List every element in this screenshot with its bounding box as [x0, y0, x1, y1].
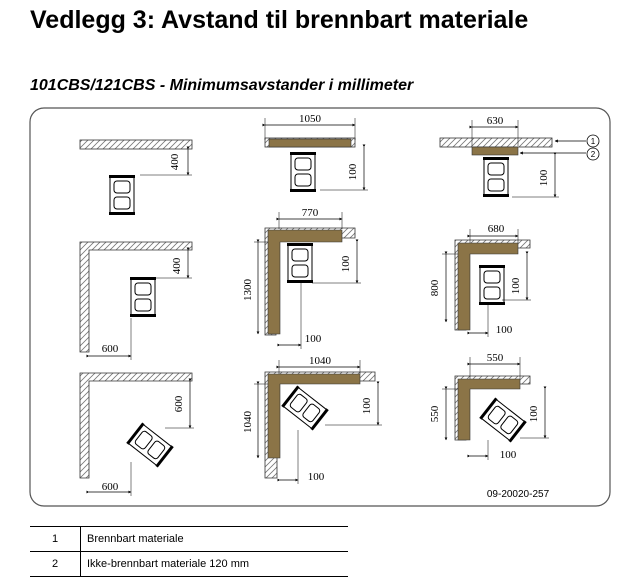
dim-label: 100 — [307, 471, 325, 483]
dim-label: 100 — [499, 449, 517, 461]
legend-row — [30, 527, 348, 552]
dim-label: 600 — [173, 395, 185, 413]
legend-number: 2 — [30, 552, 81, 577]
stove-icon — [130, 277, 156, 317]
dim-label: 100 — [495, 324, 513, 336]
dim-label: 100 — [347, 163, 359, 181]
legend-number: 1 — [30, 527, 81, 552]
legend-row — [30, 552, 348, 577]
dim-label: 400 — [169, 153, 181, 171]
callout-label: 2 — [590, 150, 596, 159]
dim-label: 100 — [528, 405, 540, 423]
stove-icon — [287, 243, 313, 283]
stove-icon — [109, 175, 135, 215]
dim-label: 600 — [101, 343, 119, 355]
dim-label: 1300 — [242, 279, 254, 301]
dim-label: 1040 — [309, 355, 331, 367]
dim-label: 1050 — [299, 113, 321, 125]
figure-code: 09-20020-257 — [486, 489, 550, 500]
dim-label: 550 — [429, 405, 441, 423]
dim-label: 100 — [340, 255, 352, 273]
stove-icon — [483, 157, 509, 197]
dim-label: 100 — [510, 277, 522, 295]
dim-label: 100 — [538, 169, 550, 187]
stove-icon — [290, 152, 316, 192]
dim-label: 100 — [361, 397, 373, 415]
dim-label: 770 — [301, 207, 319, 219]
page-subtitle: 101CBS/121CBS - Minimumsavstander i millimeter — [30, 77, 414, 94]
legend-table — [30, 526, 348, 577]
dim-label: 550 — [486, 352, 504, 364]
diagram-frame — [30, 108, 610, 506]
dim-label: 1040 — [242, 411, 254, 433]
stove-icon — [479, 265, 505, 305]
dim-label: 600 — [101, 481, 119, 493]
dim-label: 100 — [304, 333, 322, 345]
dim-label: 800 — [429, 279, 441, 297]
dim-label: 630 — [486, 115, 504, 127]
dim-label: 680 — [487, 223, 505, 235]
dim-label: 400 — [171, 257, 183, 275]
legend-label: Ikke-brennbart materiale 120 mm — [81, 552, 349, 577]
callout-label: 1 — [590, 137, 596, 146]
page-title: Vedlegg 3: Avstand til brennbart materiale — [30, 6, 529, 34]
legend-label: Brennbart materiale — [81, 527, 349, 552]
